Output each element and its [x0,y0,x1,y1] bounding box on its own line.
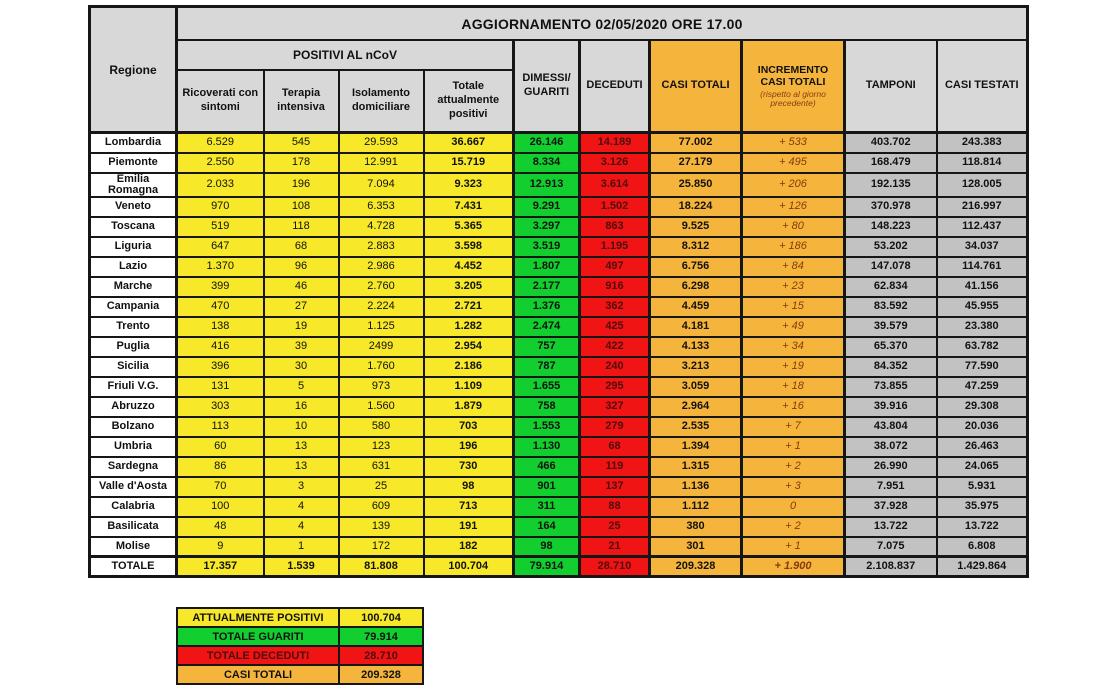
cell-ricoverati: 470 [177,297,264,317]
cell-casi-totali: 6.298 [650,277,742,297]
cell-totale-positivi: 1.109 [424,377,514,397]
cell-incremento: + 34 [742,337,845,357]
cell-casi-totali: 6.756 [650,257,742,277]
cell-casi-totali: 18.224 [650,197,742,217]
summary-row [177,646,423,665]
cell-deceduti: 3.614 [580,173,650,197]
cell-isolamento: 172 [339,537,424,557]
cell-dimessi: 12.913 [514,173,580,197]
cell-regione: Liguria [90,237,177,257]
cell-tamponi: 13.722 [845,517,937,537]
cell-terapia: 108 [264,197,339,217]
table-row [90,197,1028,217]
table-row [90,153,1028,173]
cell-ricoverati: 70 [177,477,264,497]
cell-ricoverati: 303 [177,397,264,417]
cell-totale-positivi: 4.452 [424,257,514,277]
cell-totale-positivi: 730 [424,457,514,477]
cell-ricoverati: 647 [177,237,264,257]
cell-regione: Trento [90,317,177,337]
cell-incremento: 0 [742,497,845,517]
cell-dimessi: 1.130 [514,437,580,457]
cell-casi-testati: 5.931 [937,477,1028,497]
group-header-row [90,40,1028,70]
table-row [90,297,1028,317]
cell-terapia: 178 [264,153,339,173]
cell-incremento: + 19 [742,357,845,377]
cell-totale-positivi: 196 [424,437,514,457]
cell-casi-testati: 20.036 [937,417,1028,437]
summary-row [177,665,423,684]
cell-totale-positivi: 703 [424,417,514,437]
cell-totale-positivi: 191 [424,517,514,537]
cell-regione: Veneto [90,197,177,217]
cell-regione: Bolzano [90,417,177,437]
cell-regione: Marche [90,277,177,297]
cell-deceduti: 28.710 [580,557,650,577]
cell-casi-totali: 4.133 [650,337,742,357]
cell-tamponi: 62.834 [845,277,937,297]
cell-casi-testati: 47.259 [937,377,1028,397]
cell-ricoverati: 970 [177,197,264,217]
table-row [90,497,1028,517]
cell-casi-totali: 8.312 [650,237,742,257]
cell-ricoverati: 2.550 [177,153,264,173]
cell-deceduti: 1.502 [580,197,650,217]
table-row [90,277,1028,297]
cell-deceduti: 3.126 [580,153,650,173]
cell-casi-testati: 243.383 [937,133,1028,153]
cell-regione: Calabria [90,497,177,517]
table-row [90,337,1028,357]
cell-ricoverati: 131 [177,377,264,397]
summary-body [177,608,423,684]
cell-tamponi: 192.135 [845,173,937,197]
cell-tamponi: 168.479 [845,153,937,173]
table-row [90,377,1028,397]
cell-tamponi: 39.916 [845,397,937,417]
cell-dimessi: 2.177 [514,277,580,297]
cell-terapia: 30 [264,357,339,377]
cell-isolamento: 2.986 [339,257,424,277]
cell-incremento: + 15 [742,297,845,317]
incremento-note: (rispetto al giorno precedente) [760,88,826,109]
cell-isolamento: 2.760 [339,277,424,297]
cell-casi-testati: 128.005 [937,173,1028,197]
cell-deceduti: 119 [580,457,650,477]
cell-deceduti: 88 [580,497,650,517]
cell-deceduti: 68 [580,437,650,457]
cell-dimessi: 758 [514,397,580,417]
cell-deceduti: 497 [580,257,650,277]
cell-deceduti: 14.189 [580,133,650,153]
summary-value: 79.914 [339,627,423,646]
cell-ricoverati: 1.370 [177,257,264,277]
column-header-casi-totali: CASI TOTALI [650,40,742,133]
cell-isolamento: 1.560 [339,397,424,417]
cell-tamponi: 403.702 [845,133,937,153]
cell-casi-testati: 118.814 [937,153,1028,173]
cell-casi-totali: 2.964 [650,397,742,417]
cell-tamponi: 7.075 [845,537,937,557]
cell-terapia: 1.539 [264,557,339,577]
cell-tamponi: 2.108.837 [845,557,937,577]
cell-casi-testati: 63.782 [937,337,1028,357]
cell-regione: Molise [90,537,177,557]
column-header-terapia-intensiva: Terapia intensiva [264,70,339,133]
cell-casi-totali: 3.059 [650,377,742,397]
cell-regione: Emilia Romagna [90,173,177,197]
cell-terapia: 4 [264,517,339,537]
table-title: AGGIORNAMENTO 02/05/2020 ORE 17.00 [177,7,1028,41]
cell-totale-positivi: 36.667 [424,133,514,153]
cell-terapia: 16 [264,397,339,417]
cell-tamponi: 84.352 [845,357,937,377]
cell-isolamento: 123 [339,437,424,457]
cell-isolamento: 139 [339,517,424,537]
cell-isolamento: 973 [339,377,424,397]
cell-casi-testati: 35.975 [937,497,1028,517]
cell-incremento: + 533 [742,133,845,153]
cell-ricoverati: 2.033 [177,173,264,197]
cell-tamponi: 147.078 [845,257,937,277]
table-row [90,417,1028,437]
cell-ricoverati: 48 [177,517,264,537]
totale-row [90,557,1028,577]
cell-ricoverati: 396 [177,357,264,377]
cell-terapia: 46 [264,277,339,297]
cell-casi-totali: 4.459 [650,297,742,317]
cell-casi-totali: 4.181 [650,317,742,337]
cell-incremento: + 80 [742,217,845,237]
column-header-casi-testati: CASI TESTATI [937,40,1028,133]
cell-tamponi: 38.072 [845,437,937,457]
cell-incremento: + 1.900 [742,557,845,577]
cell-incremento: + 7 [742,417,845,437]
column-header-tamponi: TAMPONI [845,40,937,133]
cell-dimessi: 98 [514,537,580,557]
cell-incremento: + 3 [742,477,845,497]
cell-ricoverati: 100 [177,497,264,517]
column-header-ricoverati: Ricoverati con sintomi [177,70,264,133]
table-row [90,237,1028,257]
cell-isolamento: 12.991 [339,153,424,173]
cell-casi-totali: 1.112 [650,497,742,517]
cell-ricoverati: 399 [177,277,264,297]
cell-regione: Piemonte [90,153,177,173]
cell-dimessi: 1.553 [514,417,580,437]
cell-terapia: 13 [264,457,339,477]
cell-isolamento: 7.094 [339,173,424,197]
cell-casi-testati: 114.761 [937,257,1028,277]
cell-ricoverati: 9 [177,537,264,557]
cell-regione: Lazio [90,257,177,277]
cell-casi-testati: 29.308 [937,397,1028,417]
cell-totale-positivi: 15.719 [424,153,514,173]
cell-casi-testati: 34.037 [937,237,1028,257]
cell-deceduti: 279 [580,417,650,437]
cell-ricoverati: 17.357 [177,557,264,577]
cell-totale-positivi: 3.205 [424,277,514,297]
cell-totale-positivi: 2.721 [424,297,514,317]
cell-regione: Toscana [90,217,177,237]
cell-deceduti: 25 [580,517,650,537]
cell-incremento: + 126 [742,197,845,217]
cell-dimessi: 901 [514,477,580,497]
cell-isolamento: 25 [339,477,424,497]
cell-regione: TOTALE [90,557,177,577]
cell-deceduti: 327 [580,397,650,417]
cell-deceduti: 137 [580,477,650,497]
cell-deceduti: 240 [580,357,650,377]
cell-tamponi: 73.855 [845,377,937,397]
cell-deceduti: 21 [580,537,650,557]
cell-deceduti: 362 [580,297,650,317]
table-row [90,457,1028,477]
cell-regione: Sicilia [90,357,177,377]
cell-tamponi: 43.804 [845,417,937,437]
summary-label: ATTUALMENTE POSITIVI [177,608,339,627]
cell-dimessi: 787 [514,357,580,377]
cell-isolamento: 2.224 [339,297,424,317]
cell-isolamento: 1.760 [339,357,424,377]
cell-isolamento: 1.125 [339,317,424,337]
table-row [90,317,1028,337]
cell-incremento: + 495 [742,153,845,173]
cell-casi-testati: 1.429.864 [937,557,1028,577]
cell-regione: Sardegna [90,457,177,477]
cell-casi-totali: 209.328 [650,557,742,577]
cell-casi-testati: 41.156 [937,277,1028,297]
cell-totale-positivi: 5.365 [424,217,514,237]
title-row [90,7,1028,41]
cell-casi-totali: 25.850 [650,173,742,197]
table-row [90,133,1028,153]
column-header-regione: Regione [90,7,177,133]
cell-isolamento: 29.593 [339,133,424,153]
cell-tamponi: 26.990 [845,457,937,477]
cell-deceduti: 916 [580,277,650,297]
summary-value: 209.328 [339,665,423,684]
summary-label: TOTALE DECEDUTI [177,646,339,665]
column-header-incremento [742,40,845,133]
covid-regional-table [88,5,1029,578]
cell-casi-totali: 301 [650,537,742,557]
table-row [90,217,1028,237]
column-header-deceduti: DECEDUTI [580,40,650,133]
cell-totale-positivi: 2.186 [424,357,514,377]
cell-ricoverati: 113 [177,417,264,437]
cell-ricoverati: 86 [177,457,264,477]
cell-terapia: 10 [264,417,339,437]
cell-regione: Umbria [90,437,177,457]
cell-terapia: 19 [264,317,339,337]
cell-casi-testati: 26.463 [937,437,1028,457]
cell-dimessi: 8.334 [514,153,580,173]
summary-row [177,627,423,646]
cell-incremento: + 1 [742,537,845,557]
table-row [90,357,1028,377]
cell-isolamento: 2499 [339,337,424,357]
cell-tamponi: 148.223 [845,217,937,237]
summary-label: CASI TOTALI [177,665,339,684]
cell-incremento: + 2 [742,457,845,477]
cell-dimessi: 9.291 [514,197,580,217]
column-header-totale-positivi: Totale attualmente positivi [424,70,514,133]
cell-terapia: 3 [264,477,339,497]
cell-regione: Friuli V.G. [90,377,177,397]
cell-terapia: 5 [264,377,339,397]
cell-casi-totali: 2.535 [650,417,742,437]
summary-table [176,607,424,685]
cell-dimessi: 79.914 [514,557,580,577]
cell-terapia: 13 [264,437,339,457]
cell-dimessi: 757 [514,337,580,357]
cell-tamponi: 37.928 [845,497,937,517]
cell-terapia: 545 [264,133,339,153]
cell-casi-totali: 3.213 [650,357,742,377]
cell-regione: Campania [90,297,177,317]
cell-terapia: 196 [264,173,339,197]
cell-ricoverati: 138 [177,317,264,337]
summary-label: TOTALE GUARITI [177,627,339,646]
table-row [90,173,1028,197]
cell-terapia: 1 [264,537,339,557]
table-row [90,477,1028,497]
column-header-isolamento: Isolamento domiciliare [339,70,424,133]
cell-totale-positivi: 3.598 [424,237,514,257]
cell-regione: Puglia [90,337,177,357]
cell-ricoverati: 519 [177,217,264,237]
cell-casi-testati: 23.380 [937,317,1028,337]
cell-incremento: + 84 [742,257,845,277]
cell-incremento: + 1 [742,437,845,457]
cell-isolamento: 631 [339,457,424,477]
cell-regione: Lombardia [90,133,177,153]
cell-dimessi: 26.146 [514,133,580,153]
cell-dimessi: 466 [514,457,580,477]
cell-deceduti: 295 [580,377,650,397]
cell-ricoverati: 6.529 [177,133,264,153]
cell-isolamento: 4.728 [339,217,424,237]
incremento-title: INCREMENTO [757,63,829,76]
cell-casi-totali: 1.394 [650,437,742,457]
cell-incremento: + 186 [742,237,845,257]
cell-dimessi: 2.474 [514,317,580,337]
cell-ricoverati: 416 [177,337,264,357]
cell-dimessi: 1.376 [514,297,580,317]
summary-value: 28.710 [339,646,423,665]
cell-deceduti: 1.195 [580,237,650,257]
cell-incremento: + 206 [742,173,845,197]
cell-tamponi: 39.579 [845,317,937,337]
cell-ricoverati: 60 [177,437,264,457]
incremento-subtitle: CASI TOTALI [760,76,826,89]
cell-tamponi: 53.202 [845,237,937,257]
cell-regione: Abruzzo [90,397,177,417]
cell-terapia: 96 [264,257,339,277]
cell-casi-testati: 6.808 [937,537,1028,557]
table-row [90,517,1028,537]
cell-deceduti: 863 [580,217,650,237]
cell-casi-testati: 13.722 [937,517,1028,537]
cell-isolamento: 580 [339,417,424,437]
cell-casi-totali: 380 [650,517,742,537]
cell-casi-totali: 9.525 [650,217,742,237]
cell-totale-positivi: 100.704 [424,557,514,577]
cell-isolamento: 2.883 [339,237,424,257]
cell-dimessi: 1.655 [514,377,580,397]
cell-totale-positivi: 7.431 [424,197,514,217]
cell-tamponi: 65.370 [845,337,937,357]
cell-incremento: + 2 [742,517,845,537]
cell-totale-positivi: 182 [424,537,514,557]
cell-tamponi: 7.951 [845,477,937,497]
cell-incremento: + 16 [742,397,845,417]
cell-totale-positivi: 9.323 [424,173,514,197]
cell-casi-testati: 45.955 [937,297,1028,317]
cell-casi-totali: 77.002 [650,133,742,153]
cell-terapia: 39 [264,337,339,357]
cell-totale-positivi: 1.282 [424,317,514,337]
cell-tamponi: 370.978 [845,197,937,217]
cell-isolamento: 81.808 [339,557,424,577]
cell-dimessi: 1.807 [514,257,580,277]
summary-value: 100.704 [339,608,423,627]
cell-totale-positivi: 713 [424,497,514,517]
column-header-dimessi-guariti: DIMESSI/ GUARITI [514,40,580,133]
cell-regione: Valle d'Aosta [90,477,177,497]
cell-casi-testati: 77.590 [937,357,1028,377]
table-row [90,437,1028,457]
cell-casi-totali: 1.136 [650,477,742,497]
table-row [90,257,1028,277]
cell-deceduti: 422 [580,337,650,357]
cell-deceduti: 425 [580,317,650,337]
cell-casi-testati: 112.437 [937,217,1028,237]
table-body [90,133,1028,577]
column-group-positivi-ncov: POSITIVI AL nCoV [177,40,514,70]
table-row [90,537,1028,557]
cell-isolamento: 6.353 [339,197,424,217]
cell-totale-positivi: 98 [424,477,514,497]
cell-terapia: 68 [264,237,339,257]
cell-casi-testati: 216.997 [937,197,1028,217]
cell-casi-totali: 27.179 [650,153,742,173]
cell-isolamento: 609 [339,497,424,517]
cell-totale-positivi: 1.879 [424,397,514,417]
cell-casi-testati: 24.065 [937,457,1028,477]
cell-dimessi: 164 [514,517,580,537]
cell-casi-totali: 1.315 [650,457,742,477]
cell-incremento: + 49 [742,317,845,337]
cell-tamponi: 83.592 [845,297,937,317]
summary-row [177,608,423,627]
cell-terapia: 118 [264,217,339,237]
cell-incremento: + 23 [742,277,845,297]
cell-dimessi: 3.519 [514,237,580,257]
cell-regione: Basilicata [90,517,177,537]
table-row [90,397,1028,417]
cell-dimessi: 311 [514,497,580,517]
cell-terapia: 4 [264,497,339,517]
cell-totale-positivi: 2.954 [424,337,514,357]
cell-terapia: 27 [264,297,339,317]
cell-incremento: + 18 [742,377,845,397]
cell-dimessi: 3.297 [514,217,580,237]
